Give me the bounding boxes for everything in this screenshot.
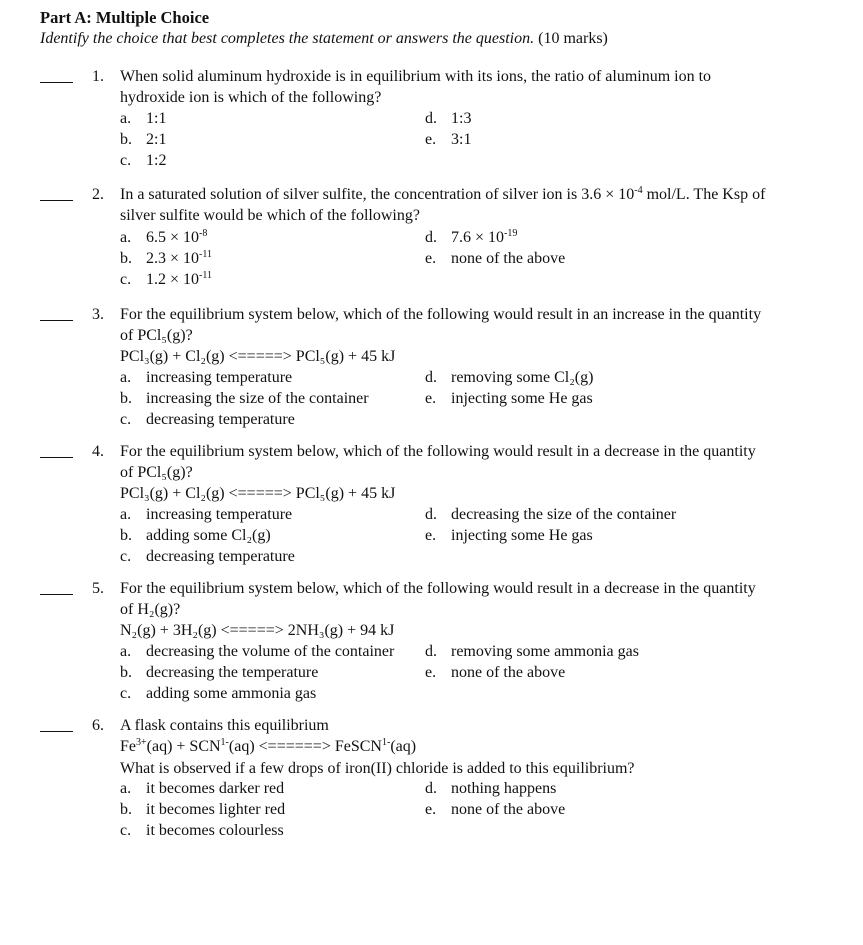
option-letter: c.	[120, 411, 132, 428]
option-text: 1:2	[146, 152, 167, 169]
option-text: none of the above	[451, 801, 566, 818]
option-d[interactable]	[425, 780, 556, 798]
option-letter: b.	[120, 131, 132, 148]
question-stem-cont: of H₂(g)?	[120, 601, 181, 618]
answer-blank[interactable]	[40, 457, 73, 458]
option-b[interactable]	[120, 801, 285, 819]
option-text: decreasing the volume of the container	[146, 643, 395, 660]
option-text: none of the above	[451, 664, 566, 681]
option-text: increasing temperature	[146, 506, 293, 523]
option-e[interactable]	[425, 250, 565, 268]
answer-blank[interactable]	[40, 731, 73, 732]
option-c[interactable]	[120, 152, 166, 170]
question-stem: For the equilibrium system below, which of the following would result in a decrease in the quantity	[120, 580, 756, 597]
option-letter: b.	[120, 801, 132, 818]
option-letter: b.	[120, 527, 132, 544]
option-a[interactable]	[120, 110, 166, 128]
equation: N₂(g) + 3H₂(g) <=====> 2NH₃(g) + 94 kJ	[120, 622, 395, 639]
option-text: none of the above	[451, 250, 566, 267]
option-letter: b.	[120, 664, 132, 681]
option-d[interactable]	[425, 369, 593, 387]
eq-reactant: Fe	[120, 738, 136, 755]
option-c[interactable]	[120, 548, 295, 566]
question-stem-cont: silver sulfite would be which of the following?	[120, 207, 420, 224]
option-letter: a.	[120, 780, 132, 797]
option-a[interactable]	[120, 643, 394, 661]
question-stem: A flask contains this equilibrium	[120, 717, 329, 734]
option-a[interactable]	[120, 369, 292, 387]
option-b[interactable]	[120, 390, 369, 408]
answer-blank[interactable]	[40, 82, 73, 83]
question-number: 5.	[92, 580, 104, 597]
equation: PCl₃(g) + Cl₂(g) <=====> PCl₅(g) + 45 kJ	[120, 485, 396, 502]
option-c[interactable]	[120, 411, 295, 429]
charge: 1-	[381, 737, 391, 748]
equation	[120, 738, 416, 756]
eq-end: (aq)	[390, 738, 417, 755]
option-text: it becomes lighter red	[146, 801, 286, 818]
equation: PCl₃(g) + Cl₂(g) <=====> PCl₅(g) + 45 kJ	[120, 348, 396, 365]
option-letter: a.	[120, 229, 132, 246]
stem-text-end: mol/L. The Ksp of	[642, 186, 766, 203]
section-title: Part A: Multiple Choice	[40, 8, 210, 27]
option-text: increasing temperature	[146, 369, 293, 386]
option-a[interactable]	[120, 780, 284, 798]
option-a[interactable]	[120, 229, 207, 247]
question-stem: For the equilibrium system below, which of the following would result in an increase in the quantity	[120, 306, 762, 323]
option-e[interactable]	[425, 801, 565, 819]
option-letter: d.	[425, 229, 437, 246]
option-text: it becomes colourless	[146, 822, 284, 839]
option-text: 2:1	[146, 131, 167, 148]
option-exponent: -19	[504, 228, 518, 239]
option-letter: c.	[120, 548, 132, 565]
option-text: nothing happens	[451, 780, 557, 797]
option-mantissa: 7.6 × 10	[451, 229, 505, 246]
option-e[interactable]	[425, 131, 471, 149]
option-text: 1:3	[451, 110, 472, 127]
question-stem: When solid aluminum hydroxide is in equilibrium with its ions, the ratio of aluminum ion to	[120, 68, 712, 85]
option-letter: c.	[120, 152, 132, 169]
option-e[interactable]	[425, 664, 565, 682]
option-exponent: -8	[199, 228, 208, 239]
option-mantissa: 6.5 × 10	[146, 229, 200, 246]
option-letter: c.	[120, 685, 132, 702]
instructions-text: Identify the choice that best completes the statement or answers the question.	[40, 30, 535, 47]
option-e[interactable]	[425, 527, 593, 545]
option-c[interactable]	[120, 685, 316, 703]
option-letter: d.	[425, 643, 437, 660]
charge: 1-	[220, 737, 229, 748]
question-stem-cont: of PCl₅(g)?	[120, 464, 193, 481]
option-letter: e.	[425, 131, 437, 148]
option-text: 1:1	[146, 110, 167, 127]
answer-blank[interactable]	[40, 594, 73, 595]
option-mantissa: 2.3 × 10	[146, 250, 200, 267]
option-letter: b.	[120, 250, 132, 267]
option-b[interactable]	[120, 250, 212, 268]
option-b[interactable]	[120, 664, 318, 682]
charge: 3+	[136, 737, 147, 748]
question-number: 2.	[92, 186, 104, 203]
question-number: 3.	[92, 306, 104, 323]
eq-arrow-product: (aq) <======> FeSCN	[228, 738, 382, 755]
option-d[interactable]	[425, 506, 676, 524]
option-text: adding some ammonia gas	[146, 685, 317, 702]
question-number: 4.	[92, 443, 104, 460]
option-exponent: -11	[199, 270, 212, 281]
option-b[interactable]	[120, 131, 166, 149]
option-text: it becomes darker red	[146, 780, 285, 797]
option-letter: a.	[120, 643, 132, 660]
option-text: decreasing temperature	[146, 548, 295, 565]
option-letter: e.	[425, 390, 437, 407]
option-letter: d.	[425, 110, 437, 127]
option-letter: c.	[120, 271, 132, 288]
option-text: decreasing the size of the container	[451, 506, 677, 523]
option-mantissa: 1.2 × 10	[146, 271, 200, 288]
option-text: decreasing temperature	[146, 411, 295, 428]
option-exponent: -11	[199, 249, 212, 260]
option-letter: e.	[425, 527, 437, 544]
question-stem-cont: of PCl₅(g)?	[120, 327, 193, 344]
option-c[interactable]	[120, 822, 284, 840]
marks-text: (10 marks)	[538, 30, 608, 47]
option-letter: e.	[425, 250, 437, 267]
option-text: 3:1	[451, 131, 472, 148]
option-b[interactable]	[120, 527, 271, 545]
option-text: injecting some He gas	[451, 527, 593, 544]
section-instructions	[40, 30, 608, 48]
option-text: decreasing the temperature	[146, 664, 319, 681]
option-letter: d.	[425, 780, 437, 797]
option-text: injecting some He gas	[451, 390, 593, 407]
option-letter: a.	[120, 369, 132, 386]
question-stem-cont: hydroxide ion is which of the following?	[120, 89, 382, 106]
option-letter: b.	[120, 390, 132, 407]
option-letter: c.	[120, 822, 132, 839]
option-c[interactable]	[120, 271, 212, 289]
option-letter: e.	[425, 801, 437, 818]
stem-text: In a saturated solution of silver sulfite, the concentration of silver ion is 3.6 × 10	[120, 186, 635, 203]
option-e[interactable]	[425, 390, 593, 408]
option-a[interactable]	[120, 506, 292, 524]
option-d[interactable]	[425, 643, 639, 661]
option-letter: e.	[425, 664, 437, 681]
option-d[interactable]	[425, 110, 471, 128]
question-stem: For the equilibrium system below, which of the following would result in a decrease in the quantity	[120, 443, 756, 460]
question-stem	[120, 186, 765, 204]
option-letter: d.	[425, 506, 437, 523]
eq-middle: (aq) + SCN	[146, 738, 221, 755]
option-letter: a.	[120, 110, 132, 127]
option-letter: d.	[425, 369, 437, 386]
option-text: removing some ammonia gas	[451, 643, 639, 660]
option-text: removing some Cl₂(g)	[451, 369, 594, 386]
question-stem-cont: What is observed if a few drops of iron(II) chloride is added to this equilibrium?	[120, 760, 635, 777]
answer-blank[interactable]	[40, 320, 73, 321]
answer-blank[interactable]	[40, 200, 73, 201]
question-number: 6.	[92, 717, 104, 734]
question-number: 1.	[92, 68, 104, 85]
option-letter: a.	[120, 506, 132, 523]
option-text: increasing the size of the container	[146, 390, 369, 407]
option-text: adding some Cl₂(g)	[146, 527, 271, 544]
option-d[interactable]	[425, 229, 517, 247]
exponent: -4	[634, 185, 643, 196]
